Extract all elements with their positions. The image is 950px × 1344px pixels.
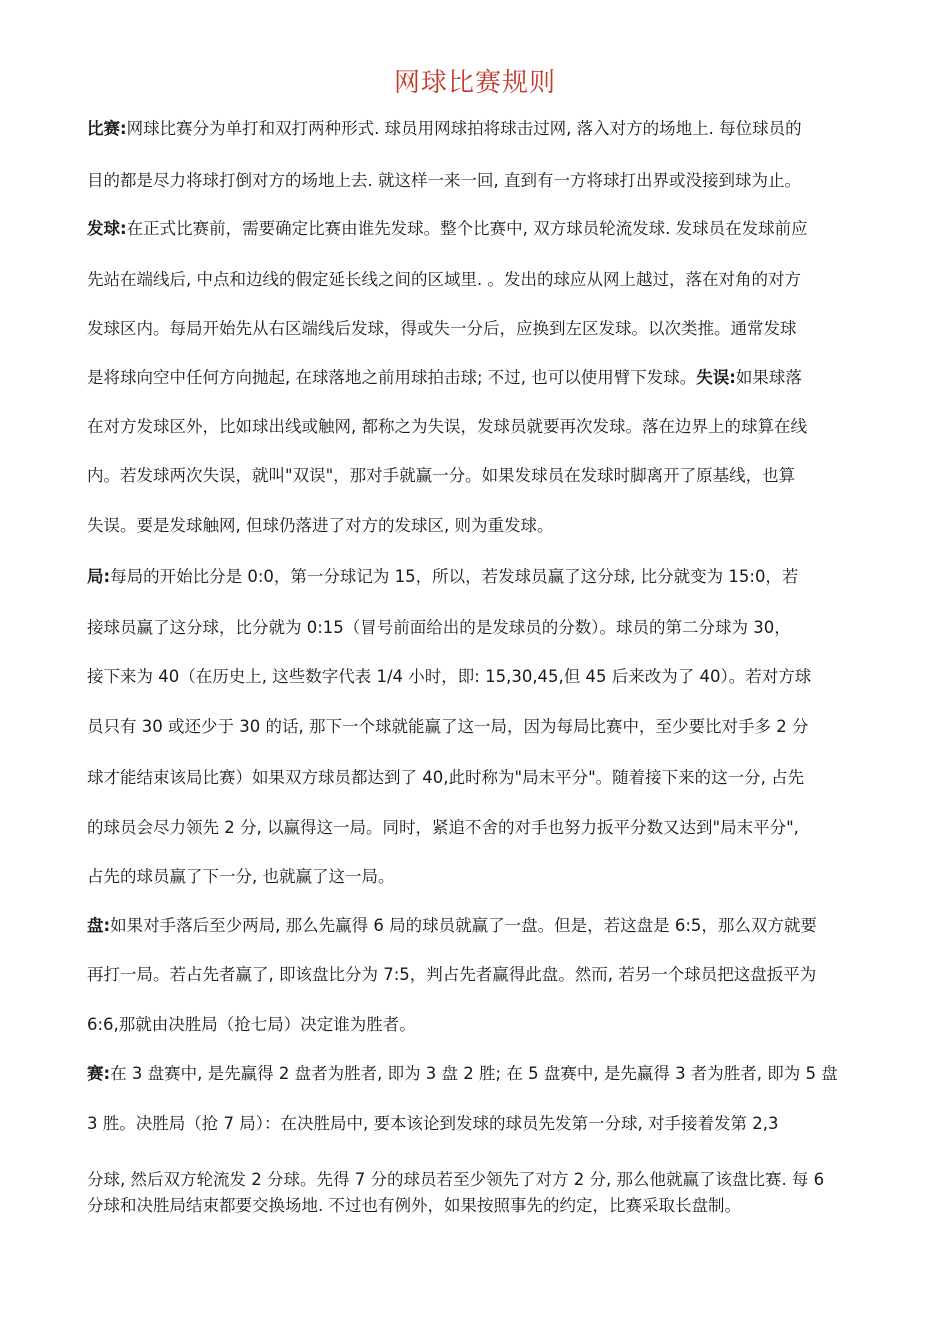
text-line [87, 318, 797, 340]
line-text: 在正式比赛前，需要确定比赛由谁先发球。整个比赛中, 双方球员轮流发球. 发球员在发球前应 [126, 219, 808, 238]
text-line [87, 170, 801, 192]
line-text: 再打一局。若占先者赢了, 即该盘比分为 7:5，判占先者赢得此盘。然而, 若另一个球员把这盘扳平为 [87, 965, 817, 984]
line-text: 球才能结束该局比赛）如果双方球员都达到了 40,此时称为"局末平分"。随着接下来的这一分, 占先 [87, 768, 805, 787]
line-text: 员只有 30 或还少于 30 的话, 那下一个球就能赢了这一局，因为每局比赛中，至少要比对手多 2 分 [87, 717, 809, 736]
line-text: 接球员赢了这分球，比分就为 0:15（冒号前面给出的是发球员的分数）。球员的第二分球为 30， [87, 618, 791, 637]
text-line [87, 1063, 838, 1085]
text-line [87, 716, 808, 738]
text-line [87, 866, 395, 888]
text-line [87, 218, 808, 240]
line-text: 内。若发球两次失误，就叫"双误"，那对手就赢一分。如果发球员在发球时脚离开了原基线，也算 [87, 466, 796, 485]
line-text: 的球员会尽力领先 2 分, 以赢得这一局。同时，紧追不舍的对手也努力扳平分数又达到"局末平分", [87, 818, 799, 837]
text-line [87, 617, 791, 639]
text-line [87, 1195, 741, 1217]
line-text: 分球, 然后双方轮流发 2 分球。先得 7 分的球员若至少领先了对方 2 分, 那么他就赢了该盘比赛. 每 6 [87, 1170, 825, 1189]
document-title: 网球比赛规则 [393, 68, 556, 98]
section-term: 比赛: [87, 119, 127, 138]
line-text: 先站在端线后, 中点和边线的假定延长线之间的区域里. 。发出的球应从网上越过，落在对角的对方 [87, 270, 801, 289]
line-text: 在对方发球区外，比如球出线或触网, 都称之为失误，发球员就要再次发球。落在边界上的球算在线 [87, 417, 807, 436]
section-term: 局: [87, 567, 111, 586]
section-term: 盘: [87, 916, 111, 935]
line-text: 如果对手落后至少两局, 那么先赢得 6 局的球员就赢了一盘。但是，若这盘是 6:5，那么双方就要 [110, 916, 817, 935]
line-text: 占先的球员赢了下一分, 也就赢了这一局。 [87, 867, 395, 886]
text-line [87, 416, 807, 438]
text-line [87, 767, 804, 789]
line-text: 6:6,那就由决胜局（抢七局）决定谁为胜者。 [87, 1015, 416, 1034]
text-line [87, 1169, 824, 1191]
text-line [87, 666, 811, 688]
text-line [87, 118, 802, 140]
text-line [87, 915, 817, 937]
line-text: 3 胜。决胜局（抢 7 局）：在决胜局中, 要本该论到发球的球员先发第一分球, 对手接着发第 2,3 [87, 1114, 779, 1133]
text-line [87, 1014, 416, 1036]
line-text: 失误。要是发球触网, 但球仍落进了对方的发球区, 则为重发球。 [87, 516, 554, 535]
line-text: 网球比赛分为单打和双打两种形式. 球员用网球拍将球击过网, 落入对方的场地上. 每位球员的 [126, 119, 802, 138]
line-text: 接下来为 40（在历史上, 这些数字代表 1/4 小时，即: 15,30,45,但 45 后来改为了 40）。若对方球 [87, 667, 812, 686]
section-term: 失误: [696, 368, 736, 387]
section-term: 发球: [87, 219, 127, 238]
text-line [87, 1113, 778, 1135]
text-line [87, 566, 798, 588]
text-line [87, 515, 553, 537]
line-text: 发球区内。每局开始先从右区端线后发球，得或失一分后，应换到左区发球。以次类推。通常发球 [87, 319, 797, 338]
text-line [87, 964, 816, 986]
line-text: 每局的开始比分是 0:0，第一分球记为 15，所以，若发球员赢了这分球, 比分就变为 15:0，若 [110, 567, 799, 586]
line-text: 是将球向空中任何方向抛起, 在球落地之前用球拍击球; 不过, 也可以使用臂下发球。 [87, 368, 697, 387]
line-text: 在 3 盘赛中, 是先赢得 2 盘者为胜者, 即为 3 盘 2 胜; 在 5 盘赛中, 是先赢得 3 者为胜者, 即为 5 盘 [110, 1064, 838, 1083]
section-term: 赛: [87, 1064, 111, 1083]
line-text: 分球和决胜局结束都要交换场地. 不过也有例外，如果按照事先的约定，比赛采取长盘制。 [87, 1196, 741, 1215]
line-text: 目的都是尽力将球打倒对方的场地上去. 就这样一来一回, 直到有一方将球打出界或没接到球为止。 [87, 171, 801, 190]
text-line [87, 817, 799, 839]
text-line [87, 269, 801, 291]
line-text: 如果球落 [735, 368, 802, 387]
text-line [87, 367, 802, 389]
text-line [87, 465, 795, 487]
